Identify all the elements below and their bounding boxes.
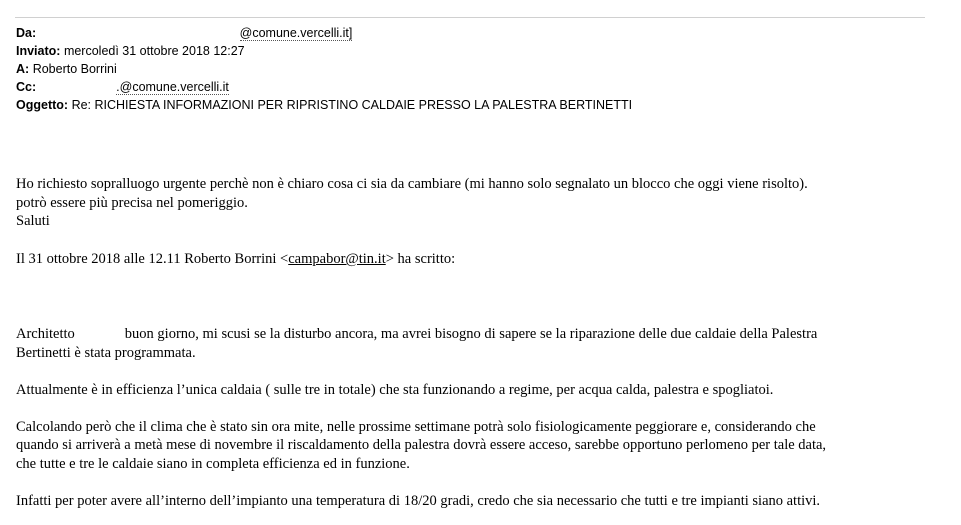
cc-address[interactable]: .@comune.vercelli.it xyxy=(116,80,229,94)
from-row xyxy=(16,24,936,42)
reply-line: potrò essere più precisa nel pomeriggio. xyxy=(16,194,248,211)
subject-row xyxy=(16,96,936,114)
sent-label: Inviato: xyxy=(16,44,61,58)
quote-intro-suffix: > ha scritto: xyxy=(385,251,456,267)
quote-intro xyxy=(16,250,946,269)
reply-signoff: Saluti xyxy=(16,213,50,229)
paragraph-2: Attualmente è in efficienza l’unica caldaia ( sulle tre in totale) che sta funzionando a regime, per acqua calda, palestra e spogliatoi. xyxy=(16,381,774,398)
to-value: Roberto Borrini xyxy=(32,62,117,76)
cc-label: Cc: xyxy=(16,80,37,94)
paragraph-1-line-1: buon giorno, mi scusi se la disturbo ancora, ma avrei bisogno di sapere se la riparazione delle due caldaie della Palestra xyxy=(124,326,818,342)
to-row xyxy=(16,60,936,78)
subject-value: Re: RICHIESTA INFORMAZIONI PER RIPRISTINO CALDAIE PRESSO LA PALESTRA BERTINETTI xyxy=(71,98,633,112)
paragraph-1-line-2: Bertinetti è stata programmata. xyxy=(16,344,196,361)
paragraph-4: Infatti per poter avere all’interno dell’impianto una temperatura di 18/20 gradi, credo che sia necessario che tutti e tre impianti siano attivi. xyxy=(16,492,821,509)
email-header xyxy=(16,24,936,114)
paragraph-3-line-2: quando si arriverà a metà mese di novembre il riscaldamento della palestra dovrà essere acceso, sarebbe opportuno perlomeno per tale data, xyxy=(16,437,827,453)
quoted-sender-email-link[interactable]: campabor@tin.it xyxy=(288,251,386,267)
paragraph-3-line-1: Calcolando però che il clima che è stato sin ora mite, nelle prossime settimane potrà solo fisiologicamente peggiorare e, considerando che xyxy=(16,418,816,435)
quote-intro-text: Il 31 ottobre 2018 alle 12.11 Roberto Borrini < xyxy=(16,251,289,267)
greeting: Architetto xyxy=(16,326,75,342)
to-label: A: xyxy=(16,62,30,76)
original-message xyxy=(16,325,946,510)
reply-body xyxy=(16,175,946,231)
header-divider xyxy=(15,17,925,18)
cc-row xyxy=(16,78,936,96)
from-label: Da: xyxy=(16,26,37,40)
sent-value: mercoledì 31 ottobre 2018 12:27 xyxy=(63,44,245,58)
from-address[interactable]: @comune.vercelli.it] xyxy=(239,26,353,40)
reply-line: Ho richiesto sopralluogo urgente perchè non è chiaro cosa ci sia da cambiare (mi hanno solo segnalato un blocco che oggi viene risolto). xyxy=(16,176,808,192)
paragraph-3-line-3: che tutte e tre le caldaie siano in completa efficienza ed in funzione. xyxy=(16,455,410,472)
sent-row xyxy=(16,42,936,60)
subject-label: Oggetto: xyxy=(16,98,69,112)
